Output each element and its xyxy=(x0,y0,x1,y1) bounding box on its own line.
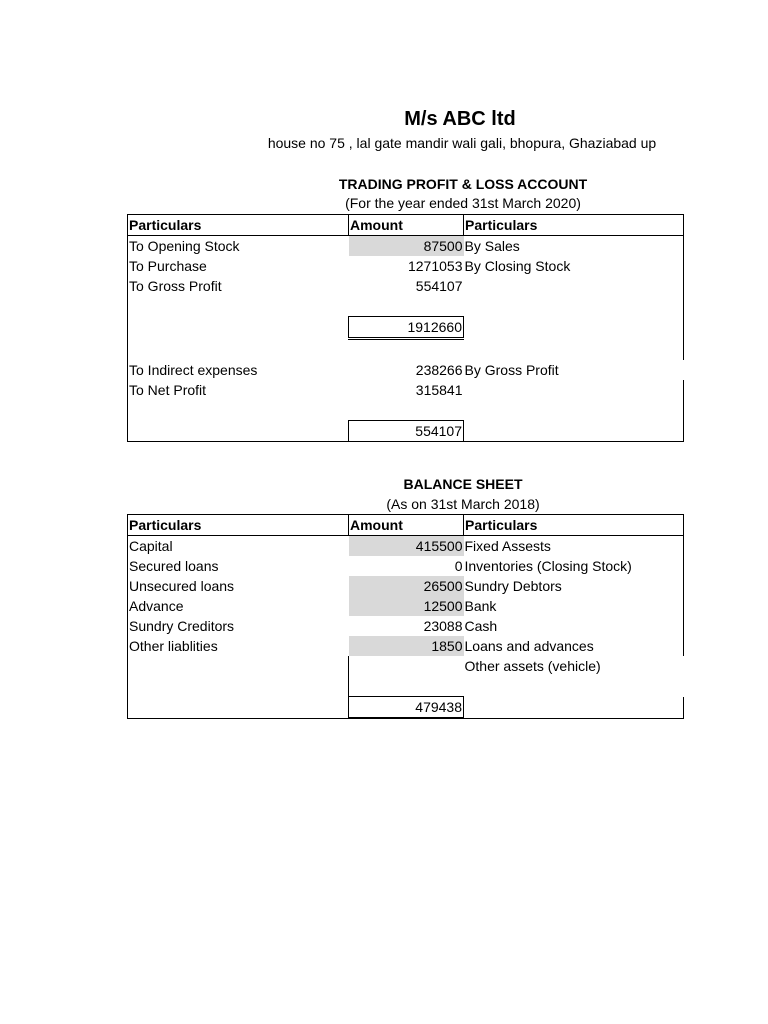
trading-header-particulars-right: Particulars xyxy=(464,215,684,236)
balance-left-item: Advance xyxy=(128,596,349,616)
table-row xyxy=(128,676,684,697)
balance-amount xyxy=(349,656,464,676)
trading-amount: 87500 xyxy=(349,236,464,257)
balance-right-item: Cash xyxy=(464,616,684,636)
table-row xyxy=(128,656,684,676)
table-row xyxy=(128,236,684,257)
pl-amount: 238266 xyxy=(415,362,463,378)
table-row xyxy=(128,636,684,656)
balance-amount: 1850 xyxy=(349,636,464,656)
balance-left-item: Secured loans xyxy=(128,556,349,576)
company-name: M/s ABC ltd xyxy=(404,108,516,130)
table-row xyxy=(128,360,684,380)
trading-right-item: By Closing Stock xyxy=(464,256,684,276)
balance-left-item xyxy=(128,656,349,676)
balance-right-item: Sundry Debtors xyxy=(464,576,684,596)
pl-right-item: By Gross Profit xyxy=(464,362,559,378)
balance-right-item: Bank xyxy=(464,596,684,616)
balance-header-particulars-right: Particulars xyxy=(464,515,684,536)
balance-amount: 26500 xyxy=(349,576,464,596)
balance-header-amount: Amount xyxy=(349,515,464,536)
balance-title: BALANCE SHEET xyxy=(403,476,523,492)
balance-left-item: Other liablities xyxy=(128,636,349,656)
company-address: house no 75 , lal gate mandir wali gali, bhopura, Ghaziabad up xyxy=(267,135,657,151)
trading-header-amount: Amount xyxy=(349,215,464,236)
table-row xyxy=(128,616,684,636)
pl-total: 554107 xyxy=(349,421,464,442)
pl-amount: 315841 xyxy=(415,382,463,398)
table-row xyxy=(128,400,684,421)
trading-subtitle: (For the year ended 31st March 2020) xyxy=(345,195,581,211)
trading-header-particulars: Particulars xyxy=(128,215,349,236)
balance-right-item: Loans and advances xyxy=(464,636,684,656)
balance-left-item: Sundry Creditors xyxy=(128,616,349,636)
balance-total: 479438 xyxy=(349,697,464,719)
pl-total-row xyxy=(128,421,684,442)
trading-left-item: To Opening Stock xyxy=(128,236,349,257)
balance-sheet-table xyxy=(127,514,684,719)
balance-right-item: Fixed Assests xyxy=(464,536,684,557)
balance-subtitle: (As on 31st March 2018) xyxy=(386,496,540,512)
trading-total: 1912660 xyxy=(349,317,464,339)
table-row xyxy=(128,256,684,276)
balance-total-row xyxy=(128,697,684,719)
balance-amount: 23088 xyxy=(423,618,463,634)
balance-amount: 0 xyxy=(454,558,463,574)
table-row xyxy=(128,380,684,400)
trading-header-row xyxy=(128,215,684,236)
trading-title: TRADING PROFIT & LOSS ACCOUNT xyxy=(338,176,588,192)
balance-header-particulars: Particulars xyxy=(128,515,349,536)
trading-amount: 554107 xyxy=(415,278,463,294)
table-row xyxy=(128,596,684,616)
balance-right-item: Inventories (Closing Stock) xyxy=(464,556,684,576)
pl-left-item: To Indirect expenses xyxy=(128,360,349,380)
balance-right-item: Other assets (vehicle) xyxy=(464,658,601,674)
trading-right-item xyxy=(464,276,684,296)
trading-account-table xyxy=(127,214,684,442)
table-row xyxy=(128,339,684,361)
table-row xyxy=(128,576,684,596)
trading-amount: 1271053 xyxy=(407,258,463,274)
trading-total-row xyxy=(128,317,684,339)
trading-right-item: By Sales xyxy=(464,236,684,257)
table-row xyxy=(128,276,684,296)
balance-header-row xyxy=(128,515,684,536)
balance-left-item: Unsecured loans xyxy=(128,576,349,596)
pl-left-item: To Net Profit xyxy=(128,380,349,400)
trading-left-item: To Purchase xyxy=(128,256,349,276)
table-row xyxy=(128,296,684,317)
trading-left-item: To Gross Profit xyxy=(128,276,349,296)
balance-amount: 415500 xyxy=(349,536,464,557)
table-row xyxy=(128,556,684,576)
balance-amount: 12500 xyxy=(349,596,464,616)
table-row xyxy=(128,536,684,557)
balance-left-item: Capital xyxy=(128,536,349,557)
